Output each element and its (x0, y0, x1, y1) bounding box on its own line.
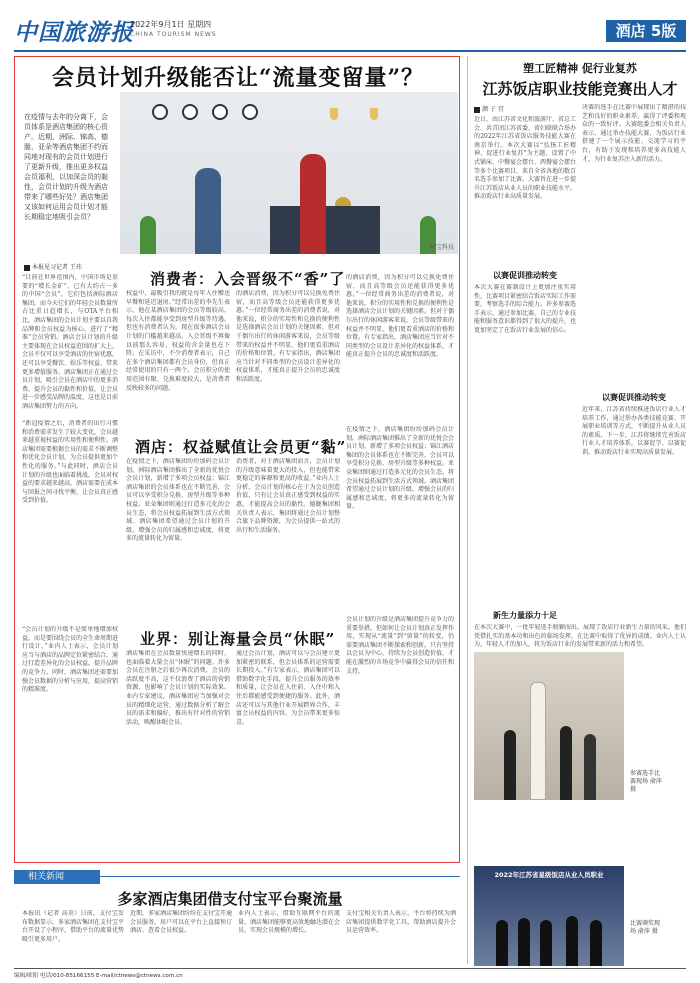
right-headline: 江苏饭店职业技能竞赛出人才 (482, 80, 678, 98)
right-kicker: 塑工匠精神 促行业复苏 (523, 62, 637, 75)
feature-text-column: 通过会员计划，酒店可以与会员建立更加紧密的联系，但会员体系的运营需要长期投入。”有专家表示，酒店集团可以借助数字化手段，提升会员服务的效率和质量，让会员在入住前、入住中和入住后都能感受到便捷的服务。此外，酒店还可以与其他行业开展跨界合作，丰富会员权益的内容，为会员带来更多惊喜。 (236, 650, 340, 726)
person-figure (504, 730, 516, 800)
page-footer: 编辑/欧阳 电话/010-85166155 E-mail/ctnews@ctnews.com.cn (14, 968, 686, 979)
feature-byline (24, 262, 82, 271)
person-figure (590, 920, 602, 966)
feature-text-column: 的酒店消费，因为积分可以兑换免费住宿，而且高等级会员还能获得更多优惠。”一位经常商务出差的消费者说，对他来说，积分的实用性和兑换的便利性是选择酒店会员计划的关键因素。但对于偶尔出行的休闲游客来说，会员等级带来的权益并不明显，他们更看重酒店的价格和位置。有专家指出，酒店集团应当针对不同类型的会员设计差异化的权益体系，才能真正提升会员的忠诚度和活跃度。 (236, 290, 340, 383)
person-figure (560, 726, 572, 800)
masthead-rule (14, 50, 686, 52)
guest-figure (195, 168, 221, 254)
competition-photo (474, 652, 624, 800)
photo-caption: 参赛选手比赛现场 俞萍 摄 (630, 770, 662, 793)
award-photo (474, 866, 624, 966)
person-figure (540, 920, 552, 966)
bellhop-figure (300, 154, 326, 254)
related-text-column: 支付宝相关负责人表示，平台将持续为酒店集团提供数字化工具，帮助酒店提升会员运营效率。 (346, 910, 456, 935)
right-subhead: 以赛促训推动转变 (602, 392, 666, 402)
feature-text-column: “新冠疫情之后，消费者的出行习惯和消费需求发生了较大变化，会员越来越重视权益的实用性和便利性。酒店集团需要根据会员的需求不断调整和优化会员计划，为会员提供更加个性化的服务。”与此同时，酒店会员计划的升级也面临着挑战，会员对权益的要求越来越高，酒店需要在成本与回报之间寻找平衡，让会员真正感受到价值。 (22, 420, 118, 505)
right-subhead: 以赛促训推动转变 (493, 270, 557, 280)
feature-text-column: “会员计划的升级不是简单地增加权益，而是要围绕会员的全生命周期进行设计。”业内人士表示，会员计划应当与酒店的品牌定位紧密结合，通过打造差异化的会员权益，提升品牌的竞争力。同时，酒店集团还需要加强会员数据的分析与应用，提高营销的精准度。 (22, 626, 118, 694)
person-figure (496, 920, 508, 966)
related-text-column: 近期，多家酒店集团纷纷在支付宝开通会员服务，用户可以在平台上直接预订酒店、查看会员权益。 (130, 910, 232, 935)
person-figure (566, 916, 578, 966)
section-title: 消费者：入会晋级不“香”了 (150, 270, 346, 288)
masthead (14, 14, 686, 48)
newspaper-english-name: CHINA TOURISM NEWS (130, 31, 217, 38)
person-figure (530, 682, 546, 800)
feature-text-column: “目前在世界范围内，中国市场是重要的“增长金矿”，已有大约占一多的中国“会员”，它们包括洲际酒店集团，而今天它们的年轻会员数量所占比重日趋增长，与OTA平台相比，酒店集团的会员计划主要以自我品牌和会员权益为核心，进行了“精准”会员营销。酒店会员计划的升级主要体现在会员权益范围的扩大上，会员不仅可以享受酒店的住宿优惠，还可以享受餐饮、娱乐等权益，带来更多增值服务。酒店集团正在通过会员计划，吸引会员在酒店中的更多消费，提升会员的黏性和价值，让会员进一步感受品牌的温度，这也是目前酒店集团努力的方向。 (22, 274, 118, 410)
byline-text: 颜 子 宜 (482, 106, 504, 113)
feature-text-column: 的酒店消费，因为积分可以兑换免费住宿，而且高等级会员还能获得更多优惠。”一位经常商务出差的消费者说，对他来说，积分的实用性和兑换的便利性是选择酒店会员计划的关键因素。但对于偶尔出行的休闲游客来说，会员等级带来的权益并不明显，他们更看重酒店的价格和位置。有专家指出，酒店集团应当针对不同类型的会员设计差异化的权益体系，才能真正提升会员的忠诚度和活跃度。 (346, 274, 454, 359)
right-subhead: 新生力量添力十足 (493, 610, 557, 620)
clock-icon (182, 104, 198, 120)
byline-marker (474, 107, 480, 113)
clock-icon (152, 104, 168, 120)
byline-marker (24, 265, 30, 271)
right-text-column: 在本次大赛中，一批年轻选手脱颖而出，展现了饭店行业新生力量的风采。他们凭借扎实的基本功和出色的临场发挥，在比赛中取得了优异的成绩。业内人士认为，年轻人才的加入，将为饭店行业的发展带来新的活力和希望。 (474, 624, 686, 648)
right-text-column: 本次大赛在赛制设计上更加注重实用性，比赛项目紧密结合饭店实际工作需要，考察选手的综合能力。许多参赛选手表示，通过参加比赛，自己的专业技能和服务意识都得到了很大的提升，也更加坚定了在饭店行业发展的信心。 (474, 284, 576, 334)
feature-text-column: 会员计划的升级是酒店集团提升竞争力的重要举措，但如何让会员计划真正发挥作用，实现从“流量”到“留量”的转变，仍需要酒店集团不断探索和创新。只有坚持以会员为中心，持续为会员创造价值，才能在激烈的市场竞争中赢得会员的信任和支持。 (346, 616, 454, 675)
feature-text-column: 权益中，最吸引我的就是每年入住赠送早餐和延迟退房。”经常出差的李先生表示，他在某酒店集团的会员等级较高，每次入住都能享受到房型升级等待遇。但也有消费者认为，现在很多酒店会员计划的门槛越来越高，入会晋级不再像以前那么容易，权益的含金量也在下降。在采访中，不少消费者表示，自己在多个酒店集团都有会员身份，但真正经常使用的只有一两个。会员积分的使用范围有限、兑换难度较大，是消费者反映较多的问题。 (126, 290, 230, 392)
right-text-column: 近年来，江苏省持续推进饭店行业人才培养工作，通过举办各类技能竞赛、开展职业培训等方式，不断提升从业人员的素质。下一步，江苏将继续完善饭店行业人才培养体系，以赛促学、以赛促训，推动饭店行业实现高质量发展。 (582, 406, 686, 456)
related-news-tag: 相关新闻 (14, 870, 100, 884)
plant-icon (140, 216, 156, 254)
bell-icon (335, 197, 351, 206)
newspaper-name: 中国旅游报 (14, 19, 134, 46)
column-divider (467, 56, 468, 964)
clock-icon (242, 104, 258, 120)
right-byline (474, 104, 504, 113)
right-text-column: 近日，由江苏省文化和旅游厅、省总工会、共青团江苏省委、省妇联联合举办的2022年江苏省饭店服务技能大赛在南京举行。本次大赛以“弘扬工匠精神、促进行业复苏”为主题，设置了中式铺床、中餐宴会摆台、西餐宴会摆台等多个比赛项目，来自全省各地的数百名选手参加了比赛。大赛旨在进一步提升江苏饭店从业人员的职业技能水平，推动饭店行业高质量发展。 (474, 116, 576, 201)
related-news-rule (100, 876, 460, 877)
related-text-column: 本报讯（记者 高莫）日前，支付宝发布数据显示，多家酒店集团在支付宝平台开设了小程序，借助平台的流量优势吸引更多用户。 (22, 910, 124, 943)
clock-icon (212, 104, 228, 120)
section-title: 业界：别让海量会员“休眠” (140, 630, 336, 648)
section-title: 酒店：权益赋值让会员更“黏” (135, 438, 347, 456)
feature-abstract: 在疫情与去年的分离下，会员体系是酒店集团的核心资产。近期，洲际、锦高、德胧、亚朵等酒店集团不约而同地对现有的会员计划进行了更新升级，推出更多权益会员福利，以加深会员的黏性，会员计划的升级为酒店带来了哪些好处？酒店集团又该如何运用会员计划才能长期稳定地吸引会员？ (24, 113, 108, 221)
lamp-icon (370, 108, 378, 120)
byline-text: 本报见习记者 王玮 (32, 264, 82, 271)
related-text-column: 业内人士表示，借助互联网平台的流量，酒店集团能够更高效地触达潜在会员，实现会员规模的增长。 (238, 910, 340, 935)
right-text-column: 决赛的选手在比赛中展现出了精湛的技艺和良好的职业素养，赢得了评委和观众的一致好评。大赛组委会相关负责人表示，通过举办技能大赛，为饭店行业搭建了一个展示技能、交流学习的平台，有助于发现和培养更多高技能人才，为行业复苏注入新的活力。 (582, 104, 686, 163)
person-figure (584, 734, 596, 800)
award-banner-text: 2022年江苏省星级饭店从业人员职业 (494, 871, 604, 879)
photo-caption: 比赛颁奖现场 俞萍 摄 (630, 920, 661, 935)
feature-text-column: 酒店集团在会员数量快速增长的同时，也面临着大量会员“休眠”的问题。许多会员在注册之后很少再次消费，会员的活跃度不高，这不仅浪费了酒店的营销资源，也影响了会员计划的实际效果。业内专家建议，酒店集团应当加强对会员的精细化运营，通过数据分析了解会员的需求和偏好，推出有针对性的营销活动，唤醒休眠会员。 (126, 650, 230, 726)
person-figure (518, 918, 530, 966)
related-headline: 多家酒店集团借支付宝平台聚流量 (117, 890, 343, 908)
section-tag: 酒店 5版 (606, 20, 686, 42)
feature-illustration (120, 92, 458, 254)
feature-text-column: 消费者，对于酒店集团而言，会员计划的升级意味着更大的投入，但也能带来更稳定的客源和更高的收益。”业内人士分析，会员计划的核心在于为会员创造价值，只有让会员真正感受到权益的实惠，才能提高会员的黏性。德胧集团相关负责人表示，集团将通过会员计划整合旗下品牌资源，为会员提供一站式的出行和生活服务。 (236, 458, 340, 534)
feature-headline: 会员计划升级能否让“流量变留量”？ (51, 65, 425, 91)
illustration-credit: 阿宝科技 (429, 244, 454, 251)
feature-text-column: 在疫情之下，酒店集团纷纷加码会员计划。洲际酒店集团推出了全新的优悦会会员计划，新增了多项会员权益；锦江酒店集团的会员体系也在不断完善，会员可以享受积分兑换、房型升级等多种权益。亚朵集团则通过打造多元化的会员生态，将会员权益拓展到生活方式领域。酒店集团希望通过会员计划的升级，增强会员的归属感和忠诚度，将更多的流量转化为留量。 (346, 426, 454, 511)
lamp-icon (330, 108, 338, 120)
feature-text-column: 在疫情之下，酒店集团纷纷加码会员计划。洲际酒店集团推出了全新的优悦会会员计划，新增了多项会员权益；锦江酒店集团的会员体系也在不断完善，会员可以享受积分兑换、房型升级等多种权益。亚朵集团则通过打造多元化的会员生态，将会员权益拓展到生活方式领域。酒店集团希望通过会员计划的升级，增强会员的归属感和忠诚度，将更多的流量转化为留量。 (126, 458, 230, 543)
issue-date: 2022年9月1日 星期四 (130, 20, 212, 29)
